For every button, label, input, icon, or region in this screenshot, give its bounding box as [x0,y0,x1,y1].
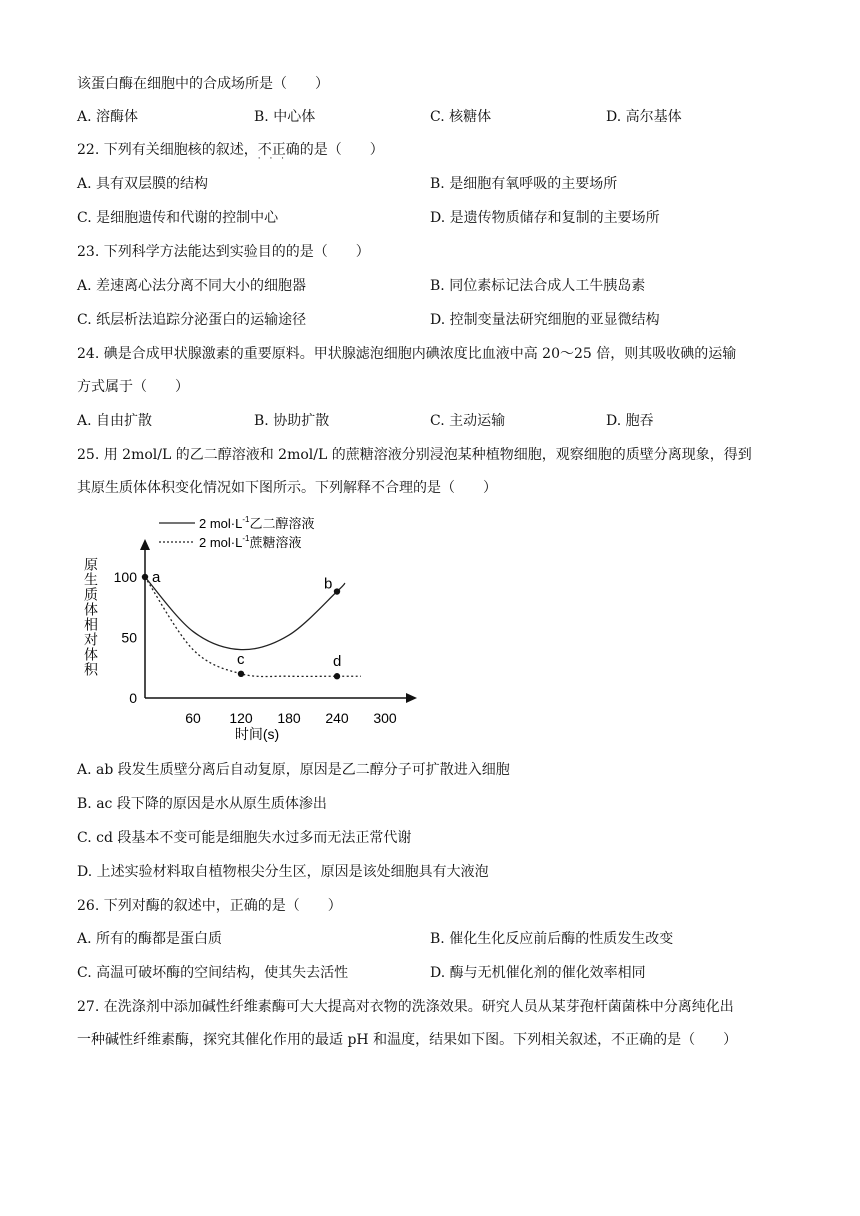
q25-option-c: C. cd 段基本不变可能是细胞失水过多而无法正常代谢 [77,830,412,846]
q22-stem-after: 的是（ ） [299,142,384,158]
q23-stem: 23. 下列科学方法能达到实验目的的是（ ） [77,244,370,260]
q21-option-c: C. 核糖体 [430,109,492,125]
q27-stem-line1: 27. 在洗涤剂中添加碱性纤维素酶可大大提高对衣物的洗涤效果。研究人员从某芽孢杆菌菌株中分离纯化出 [77,999,734,1015]
protoplast-volume-chart [77,505,427,750]
y-axis-arrow [140,539,150,550]
x-tick-label: 180 [277,710,301,726]
q22-option-d: D. 是遗传物质储存和复制的主要场所 [430,210,660,226]
y-tick-label: 100 [113,569,137,585]
x-axis-arrow [406,693,417,703]
x-tick-label: 300 [373,710,397,726]
q24-stem-line1: 24. 碘是合成甲状腺激素的重要原料。甲状腺滤泡细胞内碘浓度比血液中高 20～25 倍，则其吸收碘的运输 [77,346,737,362]
point-label-b: b [324,575,333,593]
q25-stem-line1: 25. 用 2mol/L 的乙二醇溶液和 2mol/L 的蔗糖溶液分别浸泡某种植物细胞，观察细胞的质壁分离现象，得到 [77,447,752,463]
legend-label-glycol: 2 $mol\cdot L^{-1}$乙二醇溶液 [199,515,315,531]
q25-option-d: D. 上述实验材料取自植物根尖分生区，原因是该处细胞具有大液泡 [77,864,489,880]
point-d [334,673,340,679]
q24-option-b: B. 协助扩散 [254,413,330,429]
q23-option-d: D. 控制变量法研究细胞的亚显微结构 [430,312,660,328]
q23-option-a: A. 差速离心法分离不同大小的细胞器 [77,278,307,294]
point-a [142,574,148,580]
q21-stem: 该蛋白酶在细胞中的合成场所是（ ） [77,76,329,92]
q26-option-b: B. 催化生化反应前后酶的性质发生改变 [430,931,674,947]
q27-stem-line2: 一种碱性纤维素酶，探究其催化作用的最适 pH 和温度，结果如下图。下列相关叙述，不正确的是（ ） [77,1032,738,1048]
y-tick-label: 50 [121,629,137,646]
q22-stem-emphasis: 不正确 · · · [258,140,300,160]
q24-option-c: C. 主动运输 [430,413,506,429]
legend-label-sucrose: 2 $mol\cdot L^{-1}$蔗糖溶液 [199,534,302,550]
q26-option-d: D. 酶与无机催化剂的催化效率相同 [430,965,646,981]
q26-stem: 26. 下列对酶的叙述中，正确的是（ ） [77,898,342,914]
q24-option-d: D. 胞吞 [606,413,654,429]
point-label-a: a [152,569,161,586]
series-line-glycol [145,577,345,650]
q23-option-b: B. 同位素标记法合成人工牛胰岛素 [430,278,646,294]
point-b [334,588,340,594]
q22-stem-before: 22. 下列有关细胞核的叙述， [77,142,258,158]
q22-option-a: A. 具有双层膜的结构 [77,176,209,192]
point-label-c: c [237,650,245,668]
x-axis-label: 时间(s) [234,726,280,742]
q26-option-c: C. 高温可破坏酶的空间结构，使其失去活性 [77,965,349,981]
point-label-d: d [333,653,342,671]
q22-stem [77,140,384,160]
q25-option-b: B. ac 段下降的原因是水从原生质体渗出 [77,796,327,812]
q23-option-c: C. 纸层析法追踪分泌蛋白的运输途径 [77,312,307,328]
q25-option-a: A. ab 段发生质壁分离后自动复原，原因是乙二醇分子可扩散进入细胞 [77,762,510,778]
q21-option-a: A. 溶酶体 [77,109,139,125]
y-axis-label: 原生质体相对体积 [83,557,99,677]
q24-stem-line2: 方式属于（ ） [77,379,189,395]
q21-option-b: B. 中心体 [254,109,316,125]
q24-option-a: A. 自由扩散 [77,413,153,429]
q25-stem-line2: 其原生质体体积变化情况如下图所示。下列解释不合理的是（ ） [77,480,497,496]
point-c [238,671,244,677]
q22-option-c: C. 是细胞遗传和代谢的控制中心 [77,210,279,226]
x-tick-label: 120 [229,710,253,726]
y-tick-label: 0 [129,690,137,706]
x-tick-label: 240 [325,710,349,726]
x-tick-label: 60 [185,710,201,726]
q21-option-d: D. 高尔基体 [606,109,682,125]
q26-option-a: A. 所有的酶都是蛋白质 [77,931,223,947]
q22-option-b: B. 是细胞有氧呼吸的主要场所 [430,176,618,192]
